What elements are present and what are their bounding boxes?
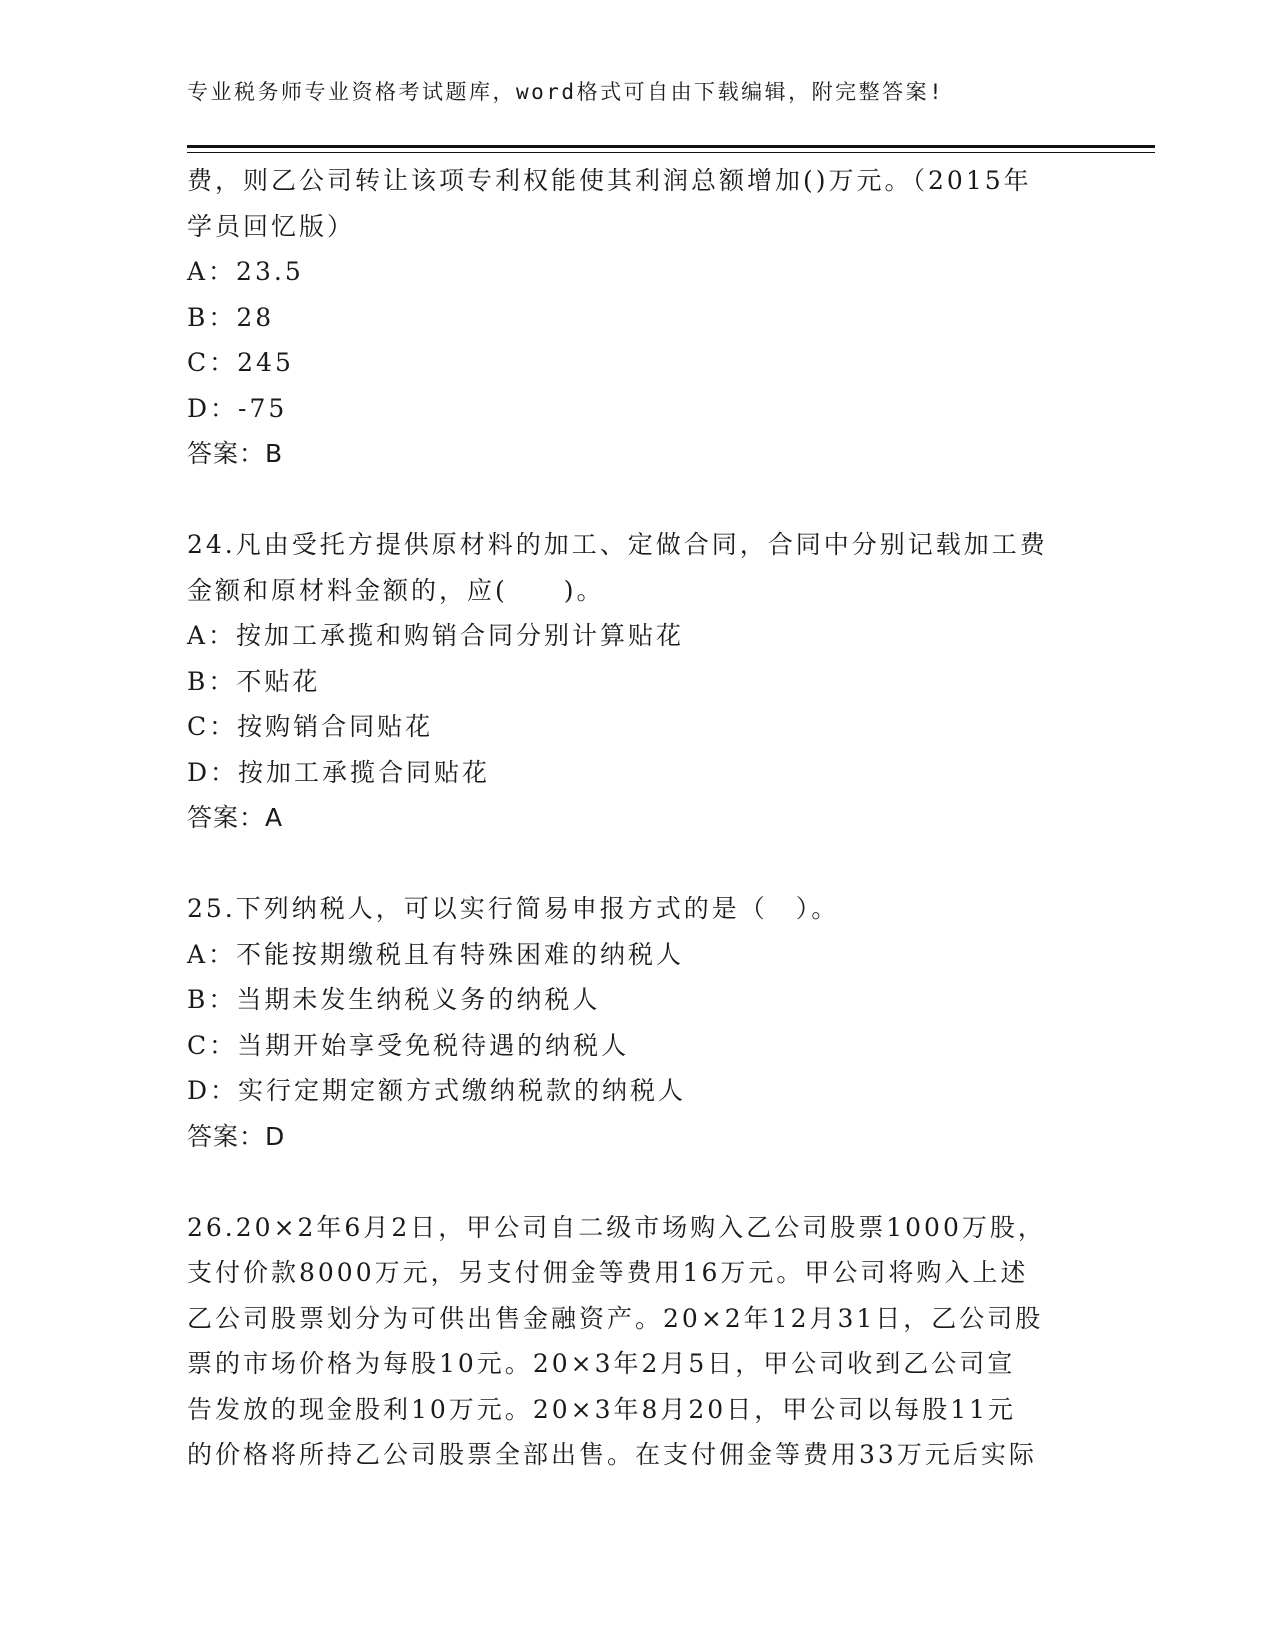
option-d: D：实行定期定额方式缴纳税款的纳税人 xyxy=(187,1076,687,1105)
option-b: B：当期未发生纳税义务的纳税人 xyxy=(187,985,601,1014)
option-a: A：按加工承揽和购销合同分别计算贴花 xyxy=(187,621,685,650)
spacer xyxy=(187,477,1087,523)
option-d: D：-75 xyxy=(187,393,288,423)
option-b: B：28 xyxy=(187,302,275,332)
question-stem-line: 24.凡由受托方提供原材料的加工、定做合同，合同中分别记载加工费 xyxy=(187,530,1048,559)
question-26 xyxy=(187,1205,1087,1478)
option-a: A：不能按期缴税且有特殊困难的纳税人 xyxy=(187,939,685,969)
page-header: 专业税务师专业资格考试题库，word格式可自由下载编辑，附完整答案! xyxy=(187,80,945,104)
answer-line: 答案：B xyxy=(187,439,284,468)
option-c: C：当期开始享受免税待遇的纳税人 xyxy=(187,1030,630,1060)
header-rule-thick xyxy=(187,145,1155,148)
option-c: C：245 xyxy=(187,348,294,377)
option-d: D：按加工承揽合同贴花 xyxy=(187,757,491,787)
question-stem-line: 金额和原材料金额的，应( )。 xyxy=(187,575,605,605)
question-stem-line: 票的市场价格为每股10元。20×3年2月5日，甲公司收到乙公司宣 xyxy=(187,1349,1016,1378)
spacer xyxy=(187,1159,1087,1205)
question-stem-line: 的价格将所持乙公司股票全部出售。在支付佣金等费用33万元后实际 xyxy=(187,1440,1037,1469)
question-stem-line: 告发放的现金股利10万元。20×3年8月20日，甲公司以每股11元 xyxy=(187,1394,1017,1424)
question-stem-line: 26.20×2年6月2日，甲公司自二级市场购入乙公司股票1000万股， xyxy=(187,1212,1046,1242)
option-b: B：不贴花 xyxy=(187,666,321,696)
answer-line: 答案：A xyxy=(187,803,284,832)
option-a: A：23.5 xyxy=(187,257,304,286)
question-stem-line: 25.下列纳税人，可以实行简易申报方式的是（ ）。 xyxy=(187,894,840,923)
question-stem-line: 费，则乙公司转让该项专利权能使其利润总额增加()万元。（2015年 xyxy=(187,166,1032,195)
question-25 xyxy=(187,886,1087,1159)
spacer xyxy=(187,841,1087,887)
question-content xyxy=(187,158,1087,1478)
question-stem-line: 学员回忆版） xyxy=(187,211,356,241)
question-23 xyxy=(187,158,1087,477)
option-c: C：按购销合同贴花 xyxy=(187,712,434,741)
question-stem-line: 乙公司股票划分为可供出售金融资产。20×2年12月31日，乙公司股 xyxy=(187,1303,1044,1333)
question-24 xyxy=(187,522,1087,841)
question-stem-line: 支付价款8000万元，另支付佣金等费用16万元。甲公司将购入上述 xyxy=(187,1258,1029,1287)
answer-line: 答案：D xyxy=(187,1121,286,1151)
header-rule-thin xyxy=(187,152,1155,153)
